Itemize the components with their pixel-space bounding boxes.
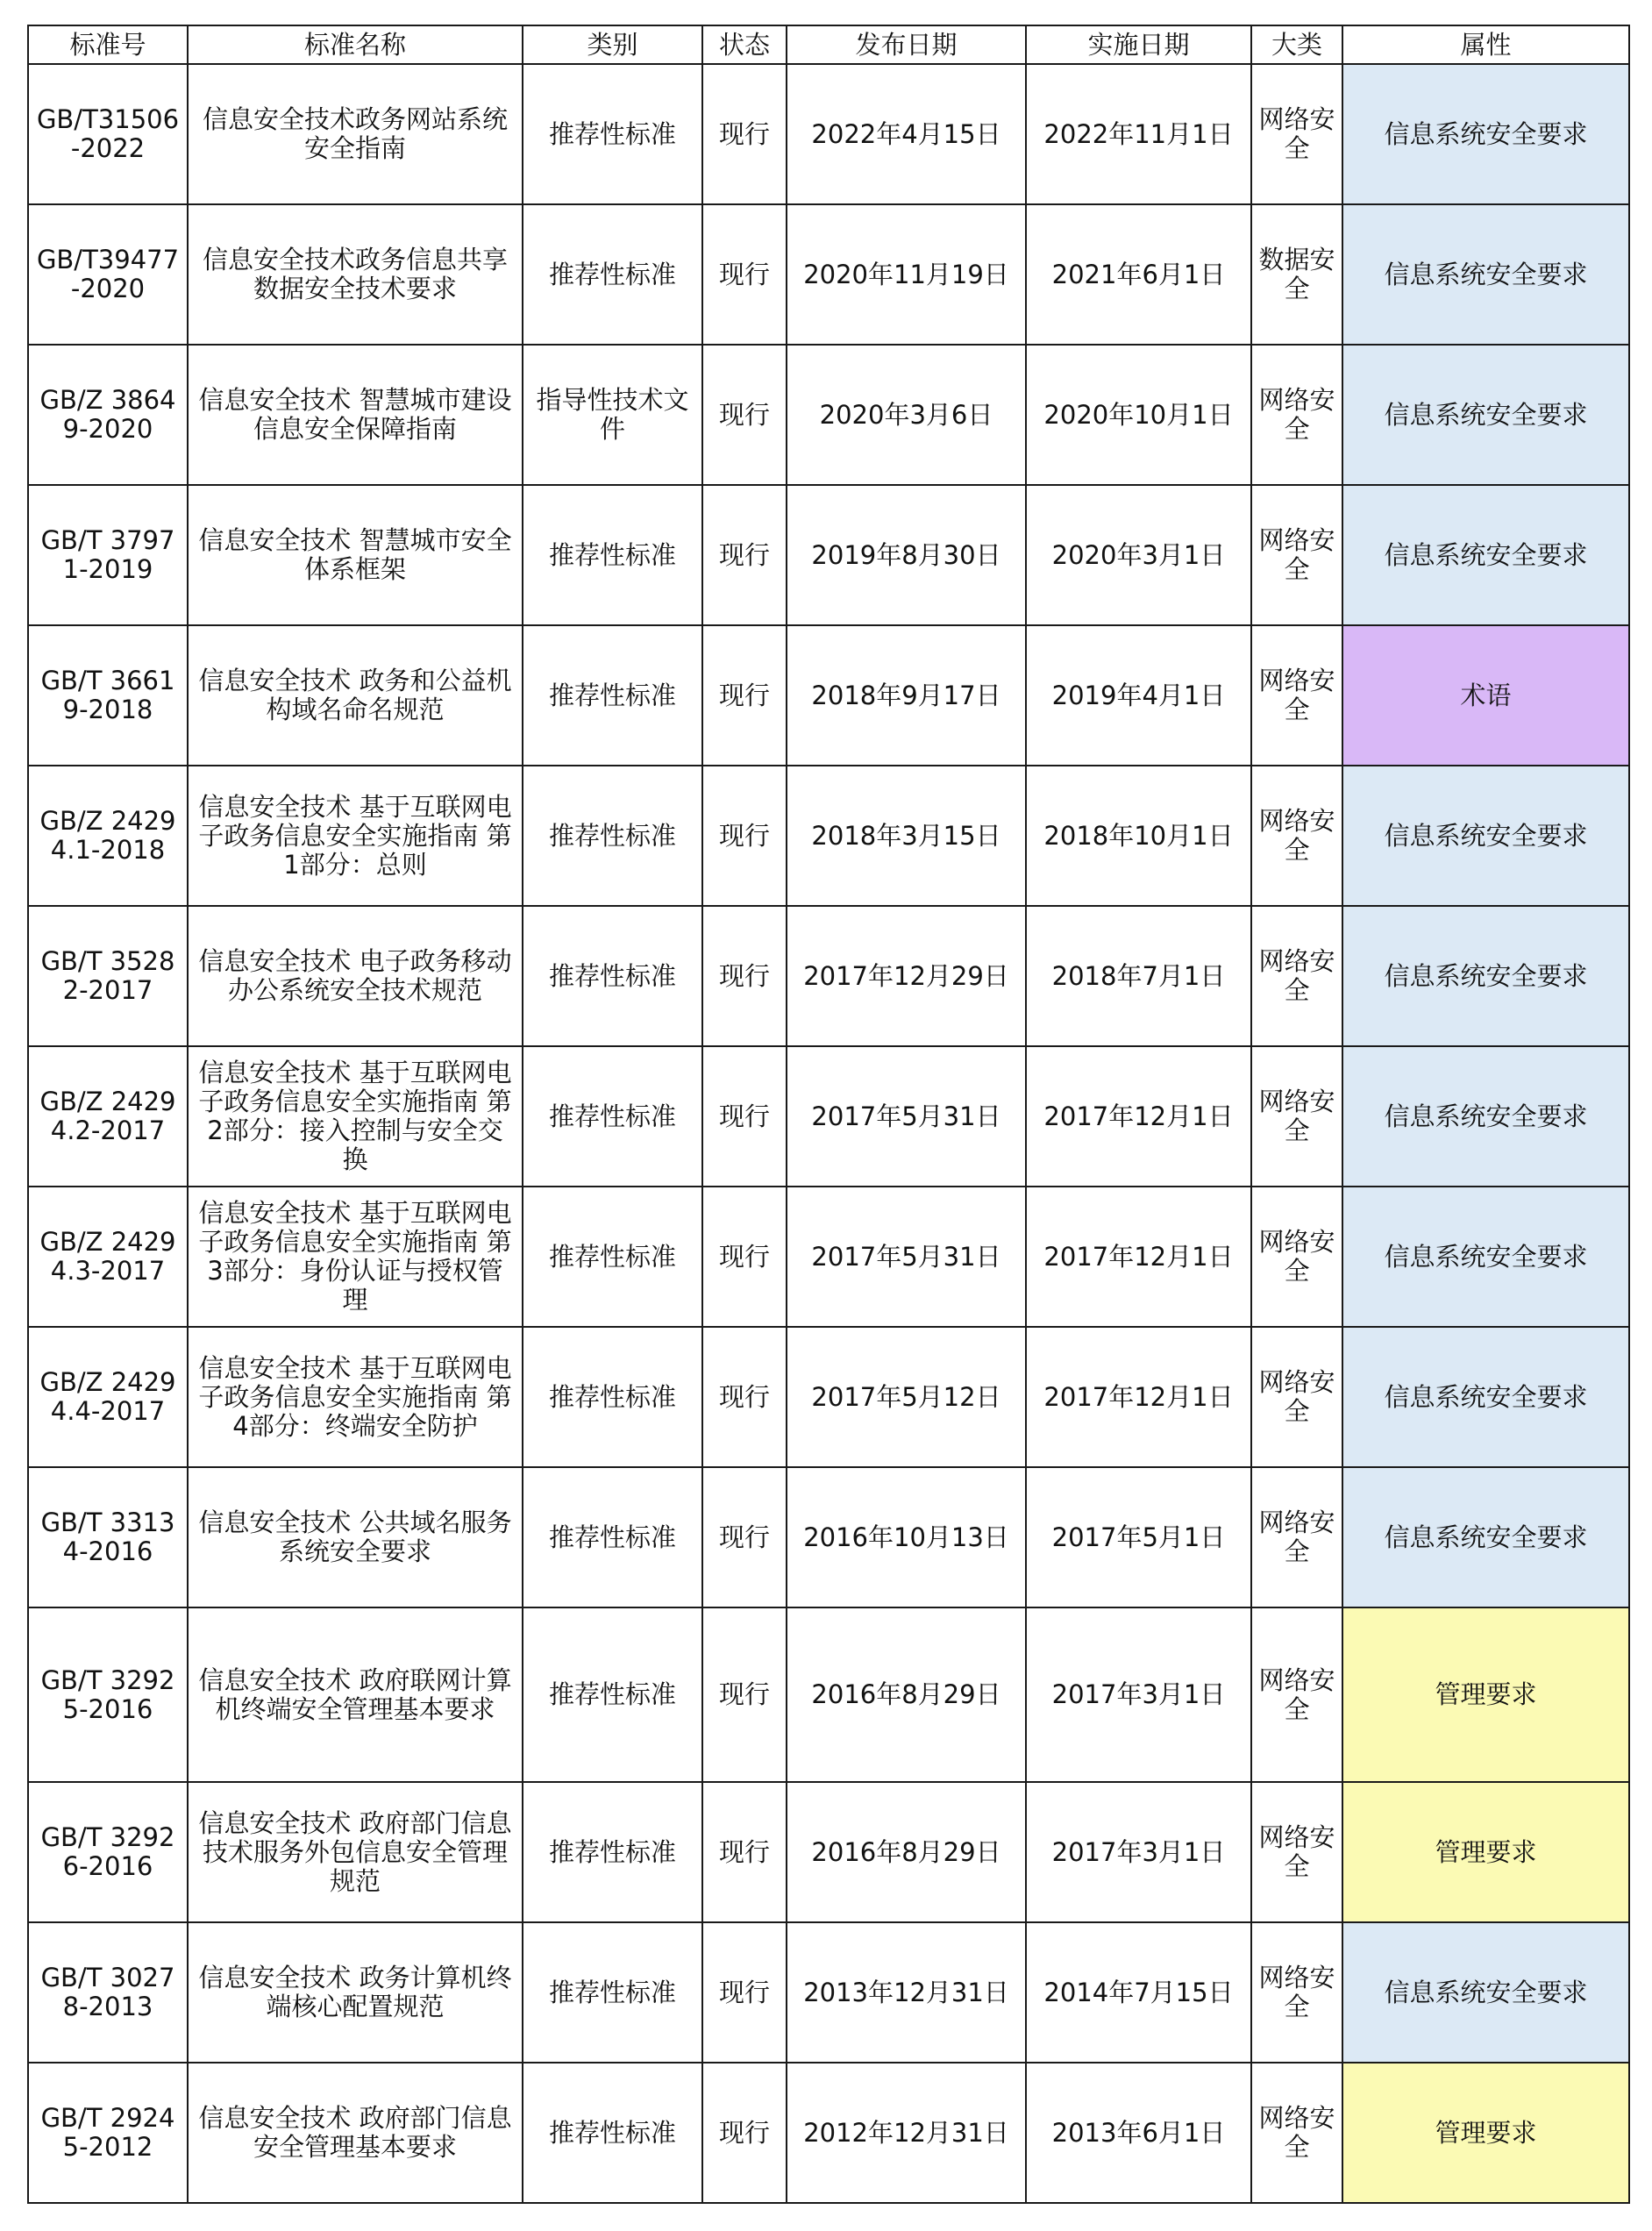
status-cell: 现行 xyxy=(702,906,787,1046)
effective-date-cell: 2018年7月1日 xyxy=(1026,906,1251,1046)
effective-date-cell: 2021年6月1日 xyxy=(1026,204,1251,345)
status-cell: 现行 xyxy=(702,2063,787,2203)
attribute-cell: 管理要求 xyxy=(1342,2063,1629,2203)
header-name: 标准名称 xyxy=(188,25,523,64)
standard-name-cell: 信息安全技术 基于互联网电子政务信息安全实施指南 第4部分：终端安全防护 xyxy=(188,1327,523,1467)
standard-code-cell: GB/Z 24294.2-2017 xyxy=(28,1046,188,1187)
publish-date-cell: 2016年10月13日 xyxy=(787,1467,1026,1607)
status-cell: 现行 xyxy=(702,766,787,906)
category-cell: 推荐性标准 xyxy=(523,1187,702,1327)
category-cell: 推荐性标准 xyxy=(523,1782,702,1922)
table-row xyxy=(28,906,1629,1046)
standard-code-cell: GB/T 32925-2016 xyxy=(28,1607,188,1782)
major-class-cell: 网络安全 xyxy=(1251,766,1342,906)
table-row xyxy=(28,1922,1629,2063)
effective-date-cell: 2017年3月1日 xyxy=(1026,1607,1251,1782)
table-row xyxy=(28,1187,1629,1327)
standard-name-cell: 信息安全技术政务网站系统安全指南 xyxy=(188,64,523,204)
header-attribute: 属性 xyxy=(1342,25,1629,64)
attribute-cell: 信息系统安全要求 xyxy=(1342,485,1629,625)
category-cell: 指导性技术文件 xyxy=(523,345,702,485)
header-row xyxy=(28,25,1629,64)
status-cell: 现行 xyxy=(702,345,787,485)
table-row xyxy=(28,485,1629,625)
publish-date-cell: 2018年9月17日 xyxy=(787,625,1026,766)
attribute-cell: 信息系统安全要求 xyxy=(1342,766,1629,906)
standard-name-cell: 信息安全技术 智慧城市建设信息安全保障指南 xyxy=(188,345,523,485)
major-class-cell: 网络安全 xyxy=(1251,906,1342,1046)
attribute-cell: 信息系统安全要求 xyxy=(1342,906,1629,1046)
publish-date-cell: 2016年8月29日 xyxy=(787,1782,1026,1922)
effective-date-cell: 2014年7月15日 xyxy=(1026,1922,1251,2063)
major-class-cell: 网络安全 xyxy=(1251,1922,1342,2063)
header-status: 状态 xyxy=(702,25,787,64)
standard-code-cell: GB/T31506-2022 xyxy=(28,64,188,204)
attribute-cell: 信息系统安全要求 xyxy=(1342,1327,1629,1467)
publish-date-cell: 2017年5月31日 xyxy=(787,1046,1026,1187)
standard-name-cell: 信息安全技术 政府部门信息安全管理基本要求 xyxy=(188,2063,523,2203)
status-cell: 现行 xyxy=(702,64,787,204)
attribute-cell: 信息系统安全要求 xyxy=(1342,204,1629,345)
effective-date-cell: 2020年3月1日 xyxy=(1026,485,1251,625)
status-cell: 现行 xyxy=(702,1782,787,1922)
major-class-cell: 网络安全 xyxy=(1251,485,1342,625)
attribute-cell: 信息系统安全要求 xyxy=(1342,64,1629,204)
attribute-cell: 信息系统安全要求 xyxy=(1342,1046,1629,1187)
major-class-cell: 网络安全 xyxy=(1251,1187,1342,1327)
status-cell: 现行 xyxy=(702,1922,787,2063)
table-row xyxy=(28,1327,1629,1467)
major-class-cell: 网络安全 xyxy=(1251,1467,1342,1607)
category-cell: 推荐性标准 xyxy=(523,1922,702,2063)
effective-date-cell: 2018年10月1日 xyxy=(1026,766,1251,906)
standard-name-cell: 信息安全技术 基于互联网电子政务信息安全实施指南 第2部分：接入控制与安全交换 xyxy=(188,1046,523,1187)
publish-date-cell: 2020年3月6日 xyxy=(787,345,1026,485)
standard-name-cell: 信息安全技术 基于互联网电子政务信息安全实施指南 第1部分：总则 xyxy=(188,766,523,906)
header-publish-date: 发布日期 xyxy=(787,25,1026,64)
publish-date-cell: 2012年12月31日 xyxy=(787,2063,1026,2203)
category-cell: 推荐性标准 xyxy=(523,1607,702,1782)
standard-code-cell: GB/Z 24294.3-2017 xyxy=(28,1187,188,1327)
table-row xyxy=(28,766,1629,906)
table-row xyxy=(28,1467,1629,1607)
category-cell: 推荐性标准 xyxy=(523,1046,702,1187)
standards-table xyxy=(27,25,1630,2204)
table-row xyxy=(28,1046,1629,1187)
effective-date-cell: 2017年12月1日 xyxy=(1026,1327,1251,1467)
standard-code-cell: GB/Z 24294.1-2018 xyxy=(28,766,188,906)
standard-code-cell: GB/T 36619-2018 xyxy=(28,625,188,766)
standard-code-cell: GB/T 37971-2019 xyxy=(28,485,188,625)
major-class-cell: 数据安全 xyxy=(1251,204,1342,345)
table-row xyxy=(28,204,1629,345)
category-cell: 推荐性标准 xyxy=(523,2063,702,2203)
effective-date-cell: 2017年5月1日 xyxy=(1026,1467,1251,1607)
standard-name-cell: 信息安全技术 基于互联网电子政务信息安全实施指南 第3部分：身份认证与授权管理 xyxy=(188,1187,523,1327)
status-cell: 现行 xyxy=(702,204,787,345)
standard-code-cell: GB/Z 24294.4-2017 xyxy=(28,1327,188,1467)
attribute-cell: 管理要求 xyxy=(1342,1607,1629,1782)
effective-date-cell: 2017年12月1日 xyxy=(1026,1046,1251,1187)
effective-date-cell: 2017年3月1日 xyxy=(1026,1782,1251,1922)
table-row xyxy=(28,2063,1629,2203)
category-cell: 推荐性标准 xyxy=(523,906,702,1046)
category-cell: 推荐性标准 xyxy=(523,1467,702,1607)
header-effective-date: 实施日期 xyxy=(1026,25,1251,64)
publish-date-cell: 2022年4月15日 xyxy=(787,64,1026,204)
major-class-cell: 网络安全 xyxy=(1251,1607,1342,1782)
attribute-cell: 信息系统安全要求 xyxy=(1342,1467,1629,1607)
status-cell: 现行 xyxy=(702,1607,787,1782)
category-cell: 推荐性标准 xyxy=(523,1327,702,1467)
publish-date-cell: 2020年11月19日 xyxy=(787,204,1026,345)
standard-name-cell: 信息安全技术 政务和公益机构域名命名规范 xyxy=(188,625,523,766)
attribute-cell: 信息系统安全要求 xyxy=(1342,1922,1629,2063)
status-cell: 现行 xyxy=(702,625,787,766)
status-cell: 现行 xyxy=(702,1467,787,1607)
category-cell: 推荐性标准 xyxy=(523,204,702,345)
standard-code-cell: GB/Z 38649-2020 xyxy=(28,345,188,485)
major-class-cell: 网络安全 xyxy=(1251,1046,1342,1187)
table-row xyxy=(28,345,1629,485)
attribute-cell: 信息系统安全要求 xyxy=(1342,1187,1629,1327)
publish-date-cell: 2018年3月15日 xyxy=(787,766,1026,906)
effective-date-cell: 2019年4月1日 xyxy=(1026,625,1251,766)
header-code: 标准号 xyxy=(28,25,188,64)
major-class-cell: 网络安全 xyxy=(1251,625,1342,766)
table-row xyxy=(28,625,1629,766)
standard-name-cell: 信息安全技术 政府部门信息技术服务外包信息安全管理规范 xyxy=(188,1782,523,1922)
status-cell: 现行 xyxy=(702,1327,787,1467)
effective-date-cell: 2017年12月1日 xyxy=(1026,1187,1251,1327)
standard-code-cell: GB/T 29245-2012 xyxy=(28,2063,188,2203)
attribute-cell: 信息系统安全要求 xyxy=(1342,345,1629,485)
major-class-cell: 网络安全 xyxy=(1251,2063,1342,2203)
effective-date-cell: 2020年10月1日 xyxy=(1026,345,1251,485)
publish-date-cell: 2017年5月31日 xyxy=(787,1187,1026,1327)
standard-name-cell: 信息安全技术 公共域名服务系统安全要求 xyxy=(188,1467,523,1607)
publish-date-cell: 2017年5月12日 xyxy=(787,1327,1026,1467)
status-cell: 现行 xyxy=(702,1046,787,1187)
category-cell: 推荐性标准 xyxy=(523,766,702,906)
standard-code-cell: GB/T 33134-2016 xyxy=(28,1467,188,1607)
category-cell: 推荐性标准 xyxy=(523,64,702,204)
publish-date-cell: 2016年8月29日 xyxy=(787,1607,1026,1782)
major-class-cell: 网络安全 xyxy=(1251,1782,1342,1922)
standard-name-cell: 信息安全技术 智慧城市安全体系框架 xyxy=(188,485,523,625)
effective-date-cell: 2022年11月1日 xyxy=(1026,64,1251,204)
standard-name-cell: 信息安全技术 政府联网计算机终端安全管理基本要求 xyxy=(188,1607,523,1782)
header-major-class: 大类 xyxy=(1251,25,1342,64)
major-class-cell: 网络安全 xyxy=(1251,345,1342,485)
publish-date-cell: 2019年8月30日 xyxy=(787,485,1026,625)
header-category: 类别 xyxy=(523,25,702,64)
status-cell: 现行 xyxy=(702,485,787,625)
publish-date-cell: 2017年12月29日 xyxy=(787,906,1026,1046)
standard-code-cell: GB/T 30278-2013 xyxy=(28,1922,188,2063)
standard-code-cell: GB/T 35282-2017 xyxy=(28,906,188,1046)
major-class-cell: 网络安全 xyxy=(1251,1327,1342,1467)
publish-date-cell: 2013年12月31日 xyxy=(787,1922,1026,2063)
status-cell: 现行 xyxy=(702,1187,787,1327)
standard-code-cell: GB/T39477-2020 xyxy=(28,204,188,345)
attribute-cell: 术语 xyxy=(1342,625,1629,766)
standard-name-cell: 信息安全技术 电子政务移动办公系统安全技术规范 xyxy=(188,906,523,1046)
category-cell: 推荐性标准 xyxy=(523,625,702,766)
standard-code-cell: GB/T 32926-2016 xyxy=(28,1782,188,1922)
major-class-cell: 网络安全 xyxy=(1251,64,1342,204)
effective-date-cell: 2013年6月1日 xyxy=(1026,2063,1251,2203)
table-row xyxy=(28,1782,1629,1922)
table-row xyxy=(28,1607,1629,1782)
table-row xyxy=(28,64,1629,204)
attribute-cell: 管理要求 xyxy=(1342,1782,1629,1922)
category-cell: 推荐性标准 xyxy=(523,485,702,625)
standard-name-cell: 信息安全技术政务信息共享数据安全技术要求 xyxy=(188,204,523,345)
standard-name-cell: 信息安全技术 政务计算机终端核心配置规范 xyxy=(188,1922,523,2063)
